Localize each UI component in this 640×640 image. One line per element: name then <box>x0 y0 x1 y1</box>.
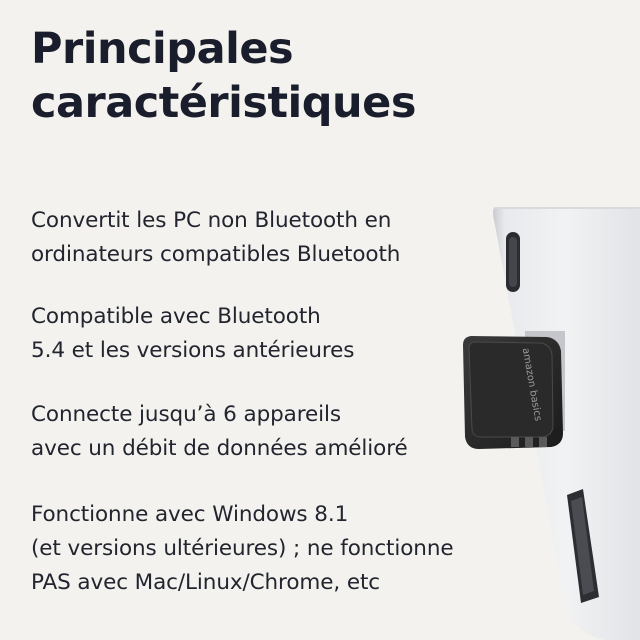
feature-text: (et versions ultérieures) ; ne fonctionne <box>31 536 454 561</box>
feature-text: Fonctionne avec Windows 8.1 <box>31 502 349 527</box>
title-line-1: Principales <box>31 24 294 74</box>
feature-item <box>31 204 511 272</box>
feature-item <box>31 398 511 466</box>
dongle-logo: amazon basics <box>519 347 544 422</box>
feature-text: Compatible avec Bluetooth <box>31 304 321 329</box>
feature-text: Convertit les PC non Bluetooth en <box>31 208 392 233</box>
feature-item <box>31 498 511 600</box>
title-line-2: caractéristiques <box>31 78 416 128</box>
feature-text: ordinateurs compatibles Bluetooth <box>31 242 401 267</box>
usb-dongle-icon <box>463 331 565 449</box>
feature-list <box>31 204 511 628</box>
feature-text: PAS avec Mac/Linux/Chrome, etc <box>31 570 380 595</box>
laptop-with-dongle-photo <box>455 205 640 640</box>
feature-text: avec un débit de données amélioré <box>31 436 408 461</box>
feature-text: 5.4 et les versions antérieures <box>31 338 355 363</box>
page-title <box>31 22 491 130</box>
feature-item <box>31 300 511 368</box>
feature-text: Connecte jusqu’à 6 appareils <box>31 402 341 427</box>
